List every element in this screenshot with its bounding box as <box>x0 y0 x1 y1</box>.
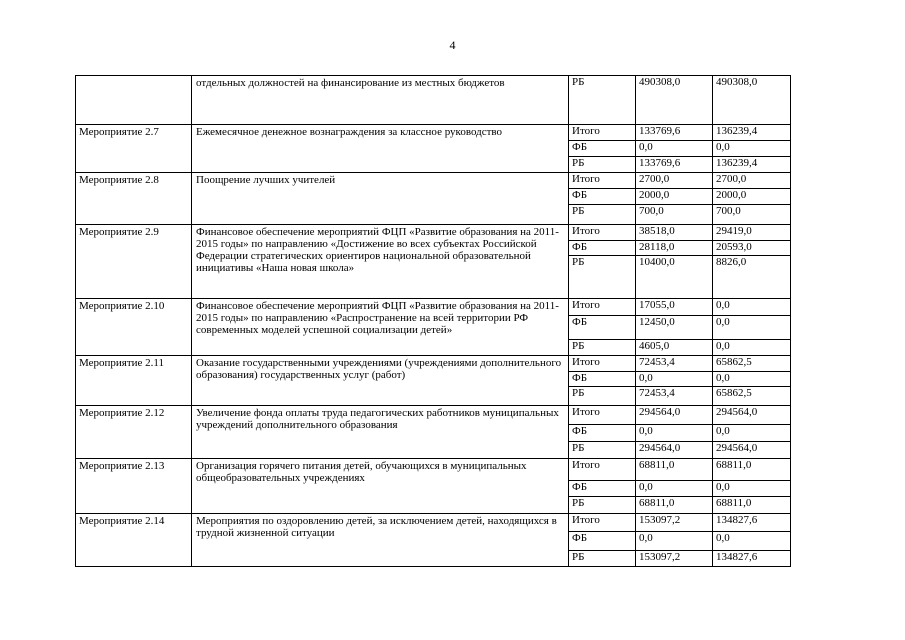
amount-col2: 134827,6 <box>713 514 791 531</box>
funding-breakdown <box>569 125 790 172</box>
funding-source: ФБ <box>569 424 636 441</box>
funding-line <box>569 125 790 140</box>
amount-col2: 0,0 <box>713 531 791 550</box>
amount-col2: 20593,0 <box>713 240 791 255</box>
funding-cell <box>569 125 791 173</box>
activity-row <box>76 125 791 173</box>
activity-row <box>76 225 791 299</box>
funding-cell <box>569 173 791 225</box>
amount-col1: 17055,0 <box>636 299 713 315</box>
funding-line <box>569 459 790 480</box>
funding-line <box>569 173 790 188</box>
funding-line <box>569 386 790 405</box>
funding-line <box>569 240 790 255</box>
funding-breakdown <box>569 406 790 458</box>
funding-source: РБ <box>569 204 636 224</box>
funding-cell <box>569 299 791 356</box>
amount-col2: 0,0 <box>713 480 791 496</box>
activity-name <box>76 76 192 125</box>
funding-source: Итого <box>572 299 600 311</box>
funding-cell <box>569 406 791 459</box>
activity-row <box>76 173 791 225</box>
amount-col1: 490308,0 <box>636 76 713 124</box>
amount-col2: 134827,6 <box>713 550 791 566</box>
amount-col2: 0,0 <box>713 424 791 441</box>
funding-source: Итого <box>572 459 600 471</box>
activity-description: Ежемесячное денежное вознаграждения за классное руководство <box>192 125 569 173</box>
amount-col2: 65862,5 <box>713 356 791 371</box>
activity-name: Мероприятие 2.8 <box>76 173 192 225</box>
activity-description: Финансовое обеспечение мероприятий ФЦП «Развитие образования на 2011-2015 годы» по направлению «Достижение во всех субъектах Российской Федерации стратегических ориентиров национальной образовательной инициативы «Наша новая школа» <box>192 225 569 299</box>
amount-col1: 4605,0 <box>636 339 713 355</box>
amount-col2: 490308,0 <box>713 76 791 124</box>
funding-cell <box>569 514 791 567</box>
activity-name: Мероприятие 2.9 <box>76 225 192 299</box>
funding-line <box>569 339 790 355</box>
funding-breakdown <box>569 76 790 124</box>
funding-line <box>569 441 790 458</box>
funding-source: ФБ <box>569 531 636 550</box>
amount-col2: 0,0 <box>713 299 791 315</box>
funding-source: ФБ <box>569 240 636 255</box>
amount-col1: 72453,4 <box>636 386 713 405</box>
funding-line <box>569 188 790 204</box>
funding-line <box>569 299 790 315</box>
activity-name: Мероприятие 2.10 <box>76 299 192 356</box>
funding-source: Итого <box>572 173 600 185</box>
activity-description: Оказание государственными учреждениями (учреждениями дополнительного образования) государственных услуг (работ) <box>192 356 569 406</box>
funding-breakdown <box>569 173 790 224</box>
funding-source: ФБ <box>569 188 636 204</box>
funding-cell <box>569 356 791 406</box>
activity-description: Мероприятия по оздоровлению детей, за исключением детей, находящихся в трудной жизненной ситуации <box>192 514 569 567</box>
funding-line <box>569 424 790 441</box>
page-number: 4 <box>449 38 456 52</box>
activity-name: Мероприятие 2.12 <box>76 406 192 459</box>
funding-source: РБ <box>569 255 636 298</box>
activity-description: Организация горячего питания детей, обучающихся в муниципальных общеобразовательных учреждениях <box>192 459 569 514</box>
amount-col2: 136239,4 <box>713 125 791 140</box>
activity-name: Мероприятие 2.13 <box>76 459 192 514</box>
funding-breakdown <box>569 459 790 513</box>
funding-source: РБ <box>569 441 636 458</box>
amount-col1: 0,0 <box>636 371 713 386</box>
amount-col1: 153097,2 <box>636 550 713 566</box>
program-activities-table <box>75 75 791 567</box>
activity-description: Финансовое обеспечение мероприятий ФЦП «Развитие образования на 2011-2015 годы» по направлению «Распространение на всей территории РФ современных моделей успешной социализации детей» <box>192 299 569 356</box>
amount-col1: 72453,4 <box>636 356 713 371</box>
funding-line <box>569 156 790 172</box>
activity-row <box>76 459 791 514</box>
amount-col1: 294564,0 <box>636 406 713 424</box>
funding-breakdown <box>569 356 790 405</box>
amount-col2: 65862,5 <box>713 386 791 405</box>
amount-col1: 38518,0 <box>636 225 713 240</box>
amount-col1: 133769,6 <box>636 156 713 172</box>
amount-col2: 2000,0 <box>713 188 791 204</box>
activity-name: Мероприятие 2.14 <box>76 514 192 567</box>
activity-row <box>76 514 791 567</box>
amount-col2: 0,0 <box>713 371 791 386</box>
funding-line <box>569 140 790 156</box>
activity-name: Мероприятие 2.11 <box>76 356 192 406</box>
amount-col1: 0,0 <box>636 424 713 441</box>
funding-cell <box>569 459 791 514</box>
funding-line <box>569 356 790 371</box>
funding-source: РБ <box>569 386 636 405</box>
funding-source: ФБ <box>569 480 636 496</box>
funding-line <box>569 480 790 496</box>
funding-source: ФБ <box>569 371 636 386</box>
funding-source: ФБ <box>569 315 636 339</box>
funding-line <box>569 204 790 224</box>
funding-source: Итого <box>572 514 600 526</box>
funding-line <box>569 406 790 424</box>
amount-col1: 68811,0 <box>636 496 713 513</box>
funding-source: РБ <box>569 339 636 355</box>
activity-description: Увеличение фонда оплаты труда педагогических работников муниципальных учреждений дополнительного образования <box>192 406 569 459</box>
amount-col2: 136239,4 <box>713 156 791 172</box>
activity-description: Поощрение лучших учителей <box>192 173 569 225</box>
funding-source: Итого <box>572 125 600 137</box>
activity-row <box>76 299 791 356</box>
amount-col2: 0,0 <box>713 339 791 355</box>
activity-row <box>76 76 791 125</box>
amount-col2: 294564,0 <box>713 441 791 458</box>
amount-col1: 28118,0 <box>636 240 713 255</box>
funding-source: РБ <box>569 156 636 172</box>
funding-line <box>569 496 790 513</box>
amount-col2: 294564,0 <box>713 406 791 424</box>
amount-col1: 0,0 <box>636 140 713 156</box>
funding-line <box>569 531 790 550</box>
funding-source: РБ <box>569 550 636 566</box>
funding-source: Итого <box>572 406 600 418</box>
amount-col2: 68811,0 <box>713 459 791 480</box>
amount-col1: 0,0 <box>636 480 713 496</box>
funding-line <box>569 371 790 386</box>
amount-col1: 133769,6 <box>636 125 713 140</box>
funding-source: РБ <box>569 496 636 513</box>
amount-col1: 68811,0 <box>636 459 713 480</box>
amount-col1: 0,0 <box>636 531 713 550</box>
amount-col1: 12450,0 <box>636 315 713 339</box>
funding-source: Итого <box>572 225 600 237</box>
amount-col2: 68811,0 <box>713 496 791 513</box>
amount-col2: 0,0 <box>713 315 791 339</box>
amount-col1: 294564,0 <box>636 441 713 458</box>
funding-breakdown <box>569 299 790 355</box>
funding-line <box>569 225 790 240</box>
amount-col2: 8826,0 <box>713 255 791 298</box>
amount-col1: 10400,0 <box>636 255 713 298</box>
activity-row <box>76 406 791 459</box>
amount-col1: 153097,2 <box>636 514 713 531</box>
funding-cell <box>569 225 791 299</box>
amount-col2: 0,0 <box>713 140 791 156</box>
amount-col1: 2000,0 <box>636 188 713 204</box>
funding-breakdown <box>569 514 790 566</box>
amount-col2: 700,0 <box>713 204 791 224</box>
funding-line <box>569 76 790 124</box>
funding-line <box>569 514 790 531</box>
funding-source: РБ <box>572 76 585 88</box>
funding-line <box>569 315 790 339</box>
amount-col1: 700,0 <box>636 204 713 224</box>
funding-breakdown <box>569 225 790 298</box>
amount-col2: 29419,0 <box>713 225 791 240</box>
amount-col2: 2700,0 <box>713 173 791 188</box>
activity-row <box>76 356 791 406</box>
funding-line <box>569 550 790 566</box>
funding-source: Итого <box>572 356 600 368</box>
amount-col1: 2700,0 <box>636 173 713 188</box>
funding-line <box>569 255 790 298</box>
funding-source: ФБ <box>569 140 636 156</box>
activity-name: Мероприятие 2.7 <box>76 125 192 173</box>
funding-cell <box>569 76 791 125</box>
activity-description: отдельных должностей на финансирование из местных бюджетов <box>192 76 569 125</box>
